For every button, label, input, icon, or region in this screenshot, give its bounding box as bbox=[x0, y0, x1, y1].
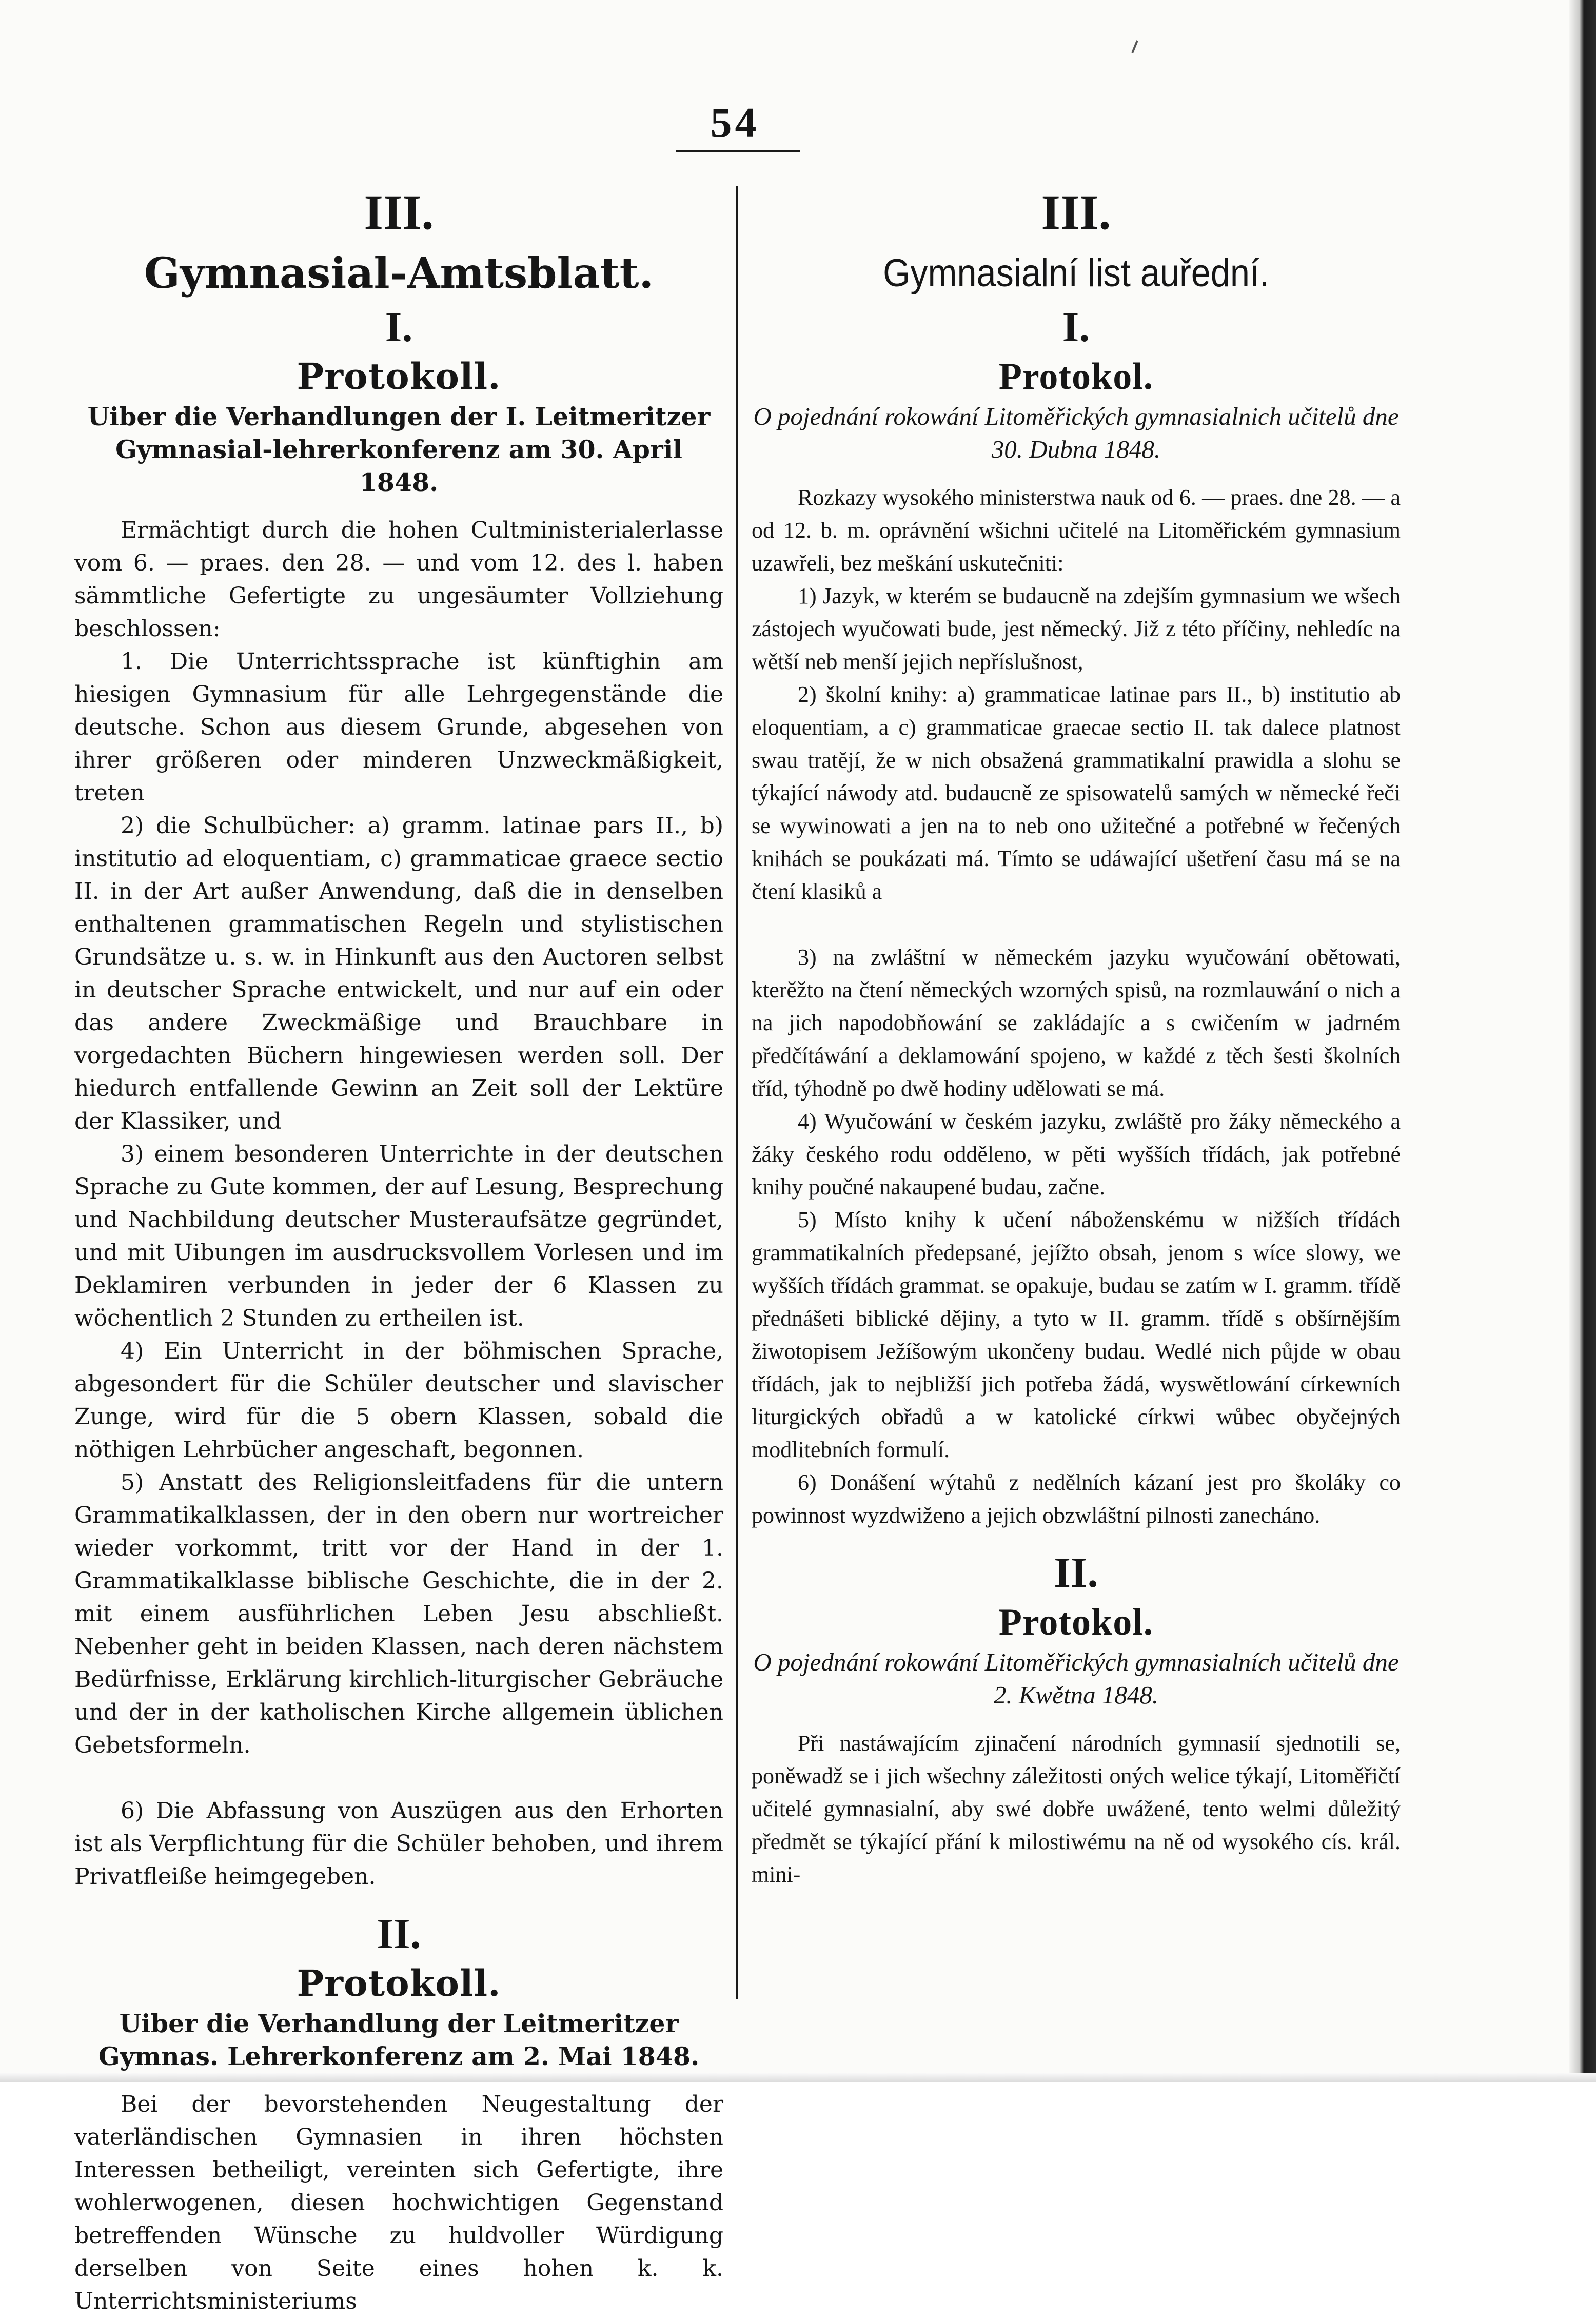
protocol-subtitle: O pojednání rokowání Litoměřických gymnasialních učitelů dne 2. Kwětna 1848. bbox=[753, 1648, 1399, 1709]
paragraph: 6) Die Abfassung von Auszügen aus den Erhorten ist als Verpflichtung für die Schüler behoben, und ihrem Privatfleiße heimgegeben. bbox=[74, 1798, 723, 1890]
part-numeral: I. bbox=[1062, 303, 1090, 351]
protocol-subtitle: O pojednání rokowání Litoměřických gymnasialnich učitelů dne 30. Dubna 1848. bbox=[753, 402, 1399, 463]
page-number: 54 bbox=[710, 99, 760, 147]
paragraph: 3) einem besonderen Unterrichte in der deutschen Sprache zu Gute kommen, der auf Lesung, Besprechung und Nachbildung deutscher Musteraufsätze gegründet, und mit Uibungen im ausdrucksvollem Vorlesen und im Deklamiren verbunden in jeder der 6 Klassen zu wöchentlich 2 Stunden zu ertheilen ist. bbox=[74, 1141, 723, 1331]
part-numeral: II. bbox=[377, 1910, 421, 1958]
protocol-body bbox=[752, 481, 1401, 1532]
section-numeral: III. bbox=[364, 185, 434, 240]
protocol-body bbox=[74, 2088, 723, 2318]
protocol-heading: Protokol. bbox=[998, 1601, 1154, 1643]
paragraph: 3) na zwláštní w německém jazyku wyučowání obětowati, kterěžto na čtení německých wzorných spisů, na rozmlauwání o nich a na jich napodobňowání se zakládajíc a s cwičením w jadrném předčítáwání a deklamowání spojeno, w každé z těch šesti školních tříd, týhodně po dwě hodiny udělowati se má. bbox=[752, 945, 1401, 1101]
paragraph: Při nastáwajícím zjinačení národních gymnasií sjednotili se, poněwadž se i jich wšechny záležitosti oných welice týkají, Litoměřičtí učitelé gymnasialní, aby swé dobře uwážené, tento welmi důležitý předmět se týkající přání k milostiwému na ně od wysokého cís. král. mini- bbox=[752, 1731, 1401, 1887]
paragraph: 2) školní knihy: a) grammaticae latinae pars II., b) institutio ab eloquentiam, a c) grammaticae graecae sectio II. tak dalece platnost swau tratějí, že w nich obsažená grammatikalní prawidla a slohu se týkající náwody atd. budaucně ze spisowatelů samých w německé řeči se wywinowati a jen na to neb ono užitečné a potřebné w řečených knihách se poukázati má. Tímto se udáwající ušetření času má se na čtení klasiků a bbox=[752, 682, 1401, 904]
journal-title: Gymnasial-Amtsblatt. bbox=[144, 249, 654, 298]
journal-title: Gymnasialní list auřední. bbox=[883, 251, 1269, 295]
part-numeral: II. bbox=[1054, 1549, 1098, 1597]
paragraph: Rozkazy wysokého ministerstwa nauk od 6. — praes. dne 28. — a od 12. b. m. oprávnění wšichni učitelé na Litoměřickém gymnasium uzawřeli, bez meškání uskutečniti: bbox=[752, 485, 1401, 576]
part-numeral: I. bbox=[385, 303, 413, 351]
protocol-subtitle: Uiber die Verhandlung der Leitmeritzer Gymnas. Lehrerkonferenz am 2. Mai 1848. bbox=[98, 2009, 700, 2071]
paragraph: 4) Ein Unterricht in der böhmischen Sprache, abgesondert für die Schüler deutscher und slavischer Zunge, wird für die 5 obern Klassen, sobald die nöthigen Lehrbücher angeschaft, begonnen. bbox=[74, 1338, 723, 1463]
paragraph: 1. Die Unterrichtssprache ist künftighin am hiesigen Gymnasium für alle Lehrgegenstände die deutsche. Schon aus diesem Grunde, abgesehen von ihrer größeren oder minderen Unzweckmäßigkeit, treten bbox=[74, 649, 723, 806]
german-column bbox=[74, 185, 723, 2318]
paragraph: 2) die Schulbücher: a) gramm. latinae pars II., b) institutio ad eloquentiam, c) grammaticae graece sectio II. in der Art außer Anwendung, daß die in denselben enthaltenen grammatischen Regeln und stylistischen Grundsätze u. s. w. in Hinkunft aus den Auctoren selbst in deutscher Sprache entwickelt, und nur auf ein oder das andere Zweckmäßige und Brauchbare in vorgedachten Büchern hingewiesen werden soll. Der hiedurch entfallende Gewinn an Zeit soll der Lektüre der Klassiker, und bbox=[74, 813, 723, 1134]
column-divider bbox=[736, 186, 738, 1999]
paragraph: 4) Wyučowání w českém jazyku, zwláště pro žáky německého a žáky českého rodu odděleno, w pěti wyšších třídách, jak potřebné knihy poučné nakaupené budau, začne. bbox=[752, 1109, 1401, 1200]
protocol-heading: Protokoll. bbox=[297, 355, 501, 398]
paragraph: Bei der bevorstehenden Neugestaltung der vaterländischen Gymnasien in ihren höchsten Interessen betheiligt, vereinten sich Gefertigte, ihre wohlerwogenen, diesen hochwichtigen Gegenstand betreffenden Wünsche zu huldvoller Würdigung derselben von Seite eines hohen k. k. Unterrichtsministeriums bbox=[74, 2091, 723, 2314]
czech-column bbox=[752, 185, 1401, 1891]
protocol-subtitle: Uiber die Verhandlungen der I. Leitmeritzer Gymnasial-lehrerkonferenz am 30. April 1848. bbox=[87, 402, 711, 497]
protocol-heading: Protokol. bbox=[998, 356, 1154, 398]
paragraph: 5) Místo knihy k učení náboženskému w nižších třídách grammatikalních předepsané, jejížto obsah, jenom s wíce slowy, we wyšších třídách grammat. se opakuje, budau se zatím w I. gramm. třídě přednášeti biblické dějiny, a tyto w II. gramm. třídě s obšírnějším žiwotopisem Ježíšowým ukončeny budau. Wedlé nich půjde w obau třídách, jak to nejbližší jich potřeba žádá, wyswětlowání církewních liturgických obřadů a w katolické církwi wůbec obyčejných modlitebních formulí. bbox=[752, 1207, 1401, 1462]
protocol-body bbox=[752, 1727, 1401, 1891]
section-numeral: III. bbox=[1041, 185, 1111, 240]
page-edge-shadow bbox=[1569, 0, 1596, 2082]
page-number-rule bbox=[676, 150, 800, 152]
protocol-heading: Protokoll. bbox=[297, 1962, 501, 2005]
protocol-body bbox=[74, 514, 723, 1893]
paragraph: 5) Anstatt des Religionsleitfadens für die untern Grammatikalklassen, der in den obern nur wortreicher wieder vorkommt, tritt vor der Hand in der 1. Grammatikalklasse biblische Geschichte, die in der 2. mit einem ausführlichen Leben Jesu abschließt. Nebenher geht in beiden Klassen, nach deren nächstem Bedürfnisse, Erklärung kirchlich-liturgischer Gebräuche und der in der katholischen Kirche allgemein üblichen Gebetsformeln. bbox=[74, 1469, 723, 1758]
paragraph: 6) Donášení wýtahů z nedělních kázaní jest pro školáky co powinnost wyzdwiženo a jejich obzwláštní pilnosti zanecháno. bbox=[752, 1470, 1401, 1528]
paragraph: 1) Jazyk, w kterém se budaucně na zdejším gymnasium we wšech zástojech wyučowati bude, jest německý. Již z této příčiny, nehledíc na wětší neb menší jejich nepříslušnost, bbox=[752, 583, 1401, 674]
paragraph: Ermächtigt durch die hohen Cultministerialerlasse vom 6. — praes. den 28. — und vom 12. des l. haben sämmtliche Gefertigte zu ungesäumter Vollziehung beschlossen: bbox=[74, 517, 723, 642]
